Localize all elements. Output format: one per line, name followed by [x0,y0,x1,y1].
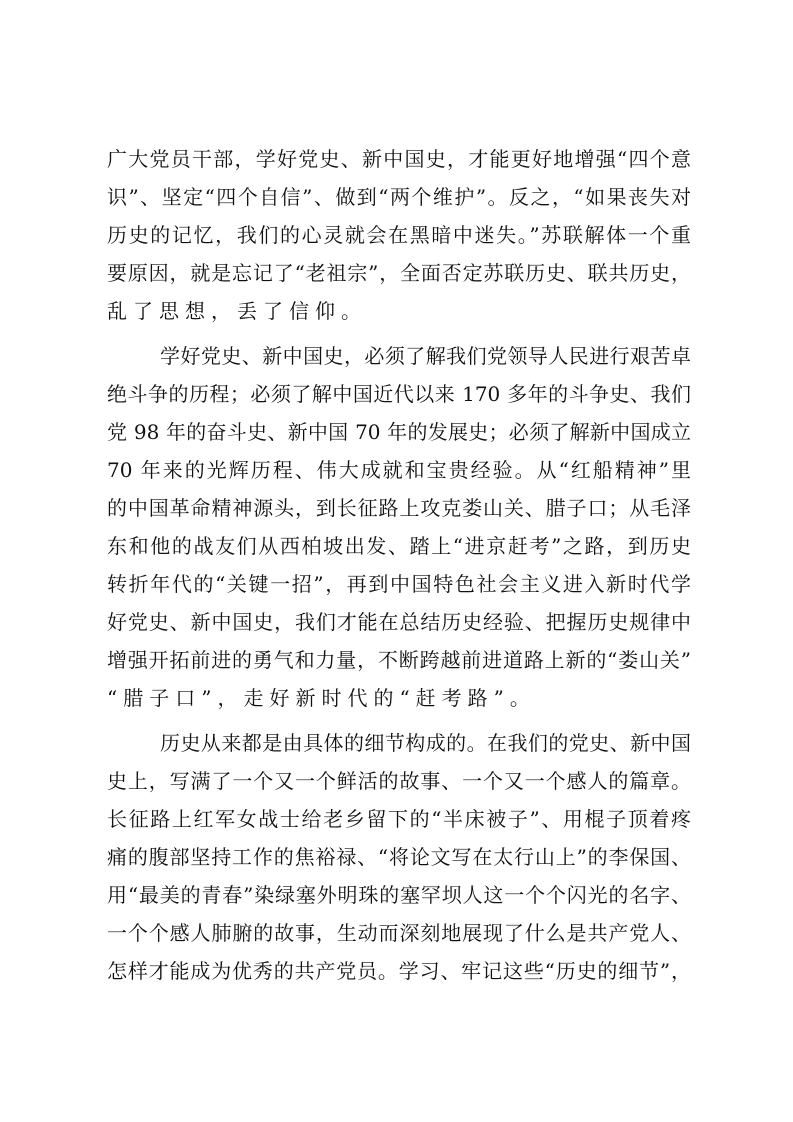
text-line: “腊子口”，走好新时代的“赶考路”。 [107,686,536,710]
text-line: 历史的记忆，我们的心灵就会在黑暗中迷失。”苏联解体一个重 [107,223,691,247]
text-line: 痛的腹部坚持工作的焦裕禄、“将论文写在太行山上”的李保国、 [107,845,691,869]
text-line: 东和他的战友们从西柏坡出发、踏上“进京赶考”之路，到历史 [107,534,691,558]
text-line: 乱了思想，丢了信仰。 [107,299,367,323]
text-line: 怎样才能成为优秀的共产党员。学习、牢记这些“历史的细节”， [107,959,691,983]
text-line: 学好党史、新中国史，必须了解我们党领导人民进行艰苦卓 [160,344,691,368]
text-line: 党 98 年的奋斗史、新中国 70 年的发展史；必须了解新中国成立 [107,420,691,444]
text-line: 好党史、新中国史，我们才能在总结历史经验、把握历史规律中 [107,610,691,634]
paragraph-1 [107,140,691,330]
text-line: 用“最美的青春”染绿塞外明珠的塞罕坝人这一个个闪光的名字、 [107,883,691,907]
text-line: 识”、坚定“四个自信”、做到“两个维护”。反之，“如果丧失对 [107,185,691,209]
text-line: 史上，写满了一个又一个鲜活的故事、一个又一个感人的篇章。 [107,769,691,793]
paragraph-3 [107,724,691,990]
text-line: 长征路上红军女战士给老乡留下的“半床被子”、用棍子顶着疼 [107,807,691,831]
text-line: 70 年来的光辉历程、伟大成就和宝贵经验。从“红船精神”里 [107,458,691,482]
text-line: 转折年代的“关键一招”，再到中国特色社会主义进入新时代学 [107,572,691,596]
text-line: 一个个感人肺腑的故事，生动而深刻地展现了什么是共产党人、 [107,921,691,945]
text-line: 绝斗争的历程；必须了解中国近代以来 170 多年的斗争史、我们 [107,382,691,406]
text-line: 历史从来都是由具体的细节构成的。在我们的党史、新中国 [160,731,691,755]
document-page [107,140,691,997]
text-line: 广大党员干部，学好党史、新中国史，才能更好地增强“四个意 [107,147,691,171]
text-line: 增强开拓前进的勇气和力量，不断跨越前进道路上新的“娄山关” [107,648,691,672]
text-line: 的中国革命精神源头，到长征路上攻克娄山关、腊子口；从毛泽 [107,496,691,520]
paragraph-2 [107,337,691,717]
text-line: 要原因，就是忘记了“老祖宗”，全面否定苏联历史、联共历史， [107,261,691,285]
